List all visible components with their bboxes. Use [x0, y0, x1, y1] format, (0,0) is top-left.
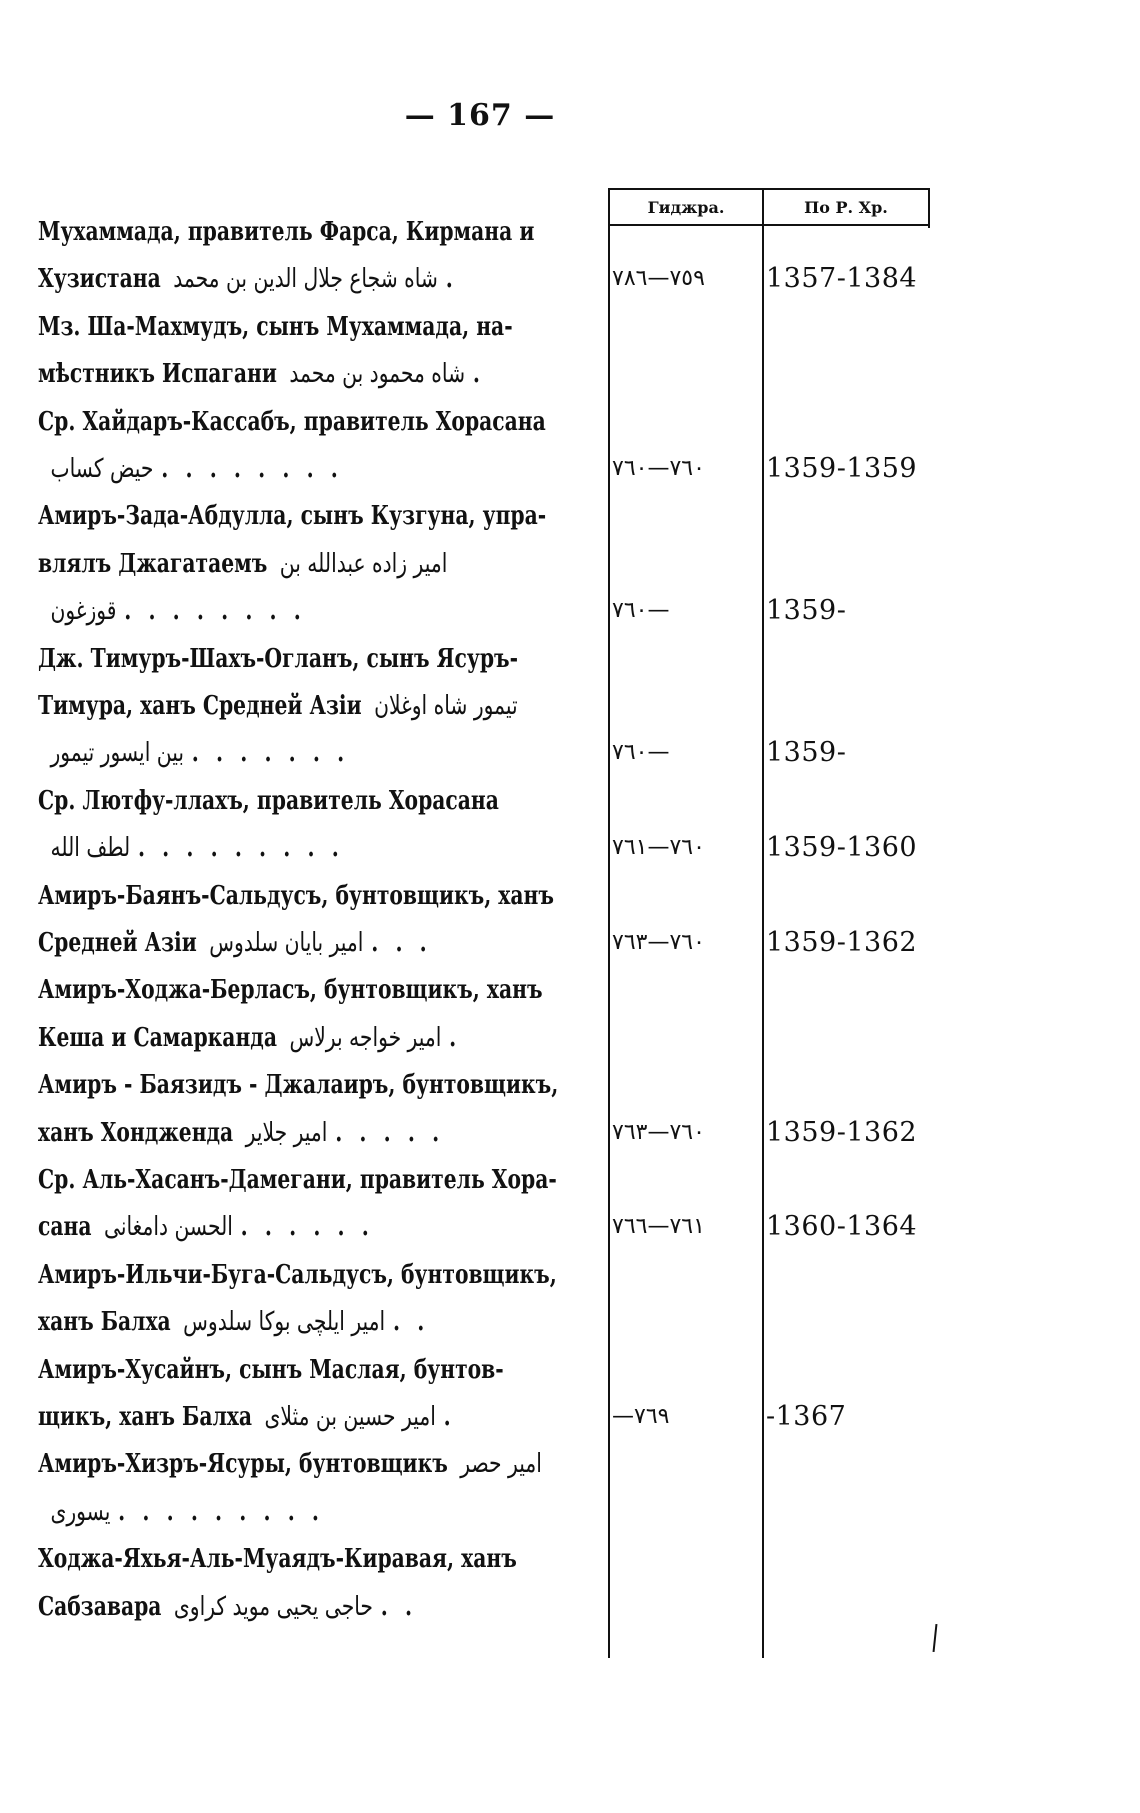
- text-line: [38, 1111, 471, 1155]
- line-text: Амиръ-Зада-Абдулла, сынъ Кузгуна, упра-: [38, 501, 547, 531]
- text-line: [38, 257, 471, 301]
- leader-dots: ..: [392, 1307, 442, 1337]
- line-text: мѣстникъ Испагани: [38, 359, 277, 389]
- text-line: [38, 494, 547, 538]
- hijra-date: ٧٦٠—: [612, 740, 670, 765]
- hijra-date: ٧٦٠—٧٦٠: [612, 456, 705, 481]
- text-line: [38, 1063, 559, 1107]
- text-line: [38, 968, 543, 1012]
- text-line: [38, 637, 519, 681]
- ad-date: 1359-1359: [766, 453, 918, 484]
- text-line: [38, 447, 471, 491]
- line-text: Амиръ-Хусайнъ, сынъ Маслая, бунтов-: [38, 1355, 504, 1385]
- line-text: Мз. Ша-Махмудъ, сынъ Мухаммада, на-: [38, 312, 513, 342]
- text-line: [38, 1490, 471, 1534]
- line-text: Ходжа-Яхья-Аль-Муаядъ-Киравая, ханъ: [38, 1544, 517, 1574]
- line-text: Амиръ - Баязидъ - Джалаиръ, бунтовщикъ,: [38, 1070, 559, 1100]
- line-text: Ср. Лютфу-ллахъ, правитель Хорасана: [38, 786, 499, 816]
- hijra-date: ٧٦٠—٧٦١: [612, 835, 705, 860]
- arabic-name: امير زاده عبدالله بن: [279, 549, 448, 579]
- text-line: [38, 921, 471, 965]
- column-divider-right-end: [933, 1624, 938, 1652]
- text-line: [38, 352, 498, 396]
- leader-dots: .........: [137, 833, 356, 863]
- text-line: [38, 542, 471, 586]
- line-text: Ср. Хайдаръ-Кассабъ, правитель Хорасана: [38, 407, 546, 437]
- ad-date: 1359-1360: [766, 832, 918, 863]
- text-line: [38, 731, 471, 775]
- line-text: Дж. Тимуръ-Шахъ-Огланъ, сынъ Ясуръ-: [38, 644, 519, 674]
- text-line: [38, 1585, 471, 1629]
- arabic-name: امير جلاير: [245, 1118, 328, 1148]
- ad-date: -1367: [766, 1401, 847, 1432]
- hijra-date: ٧٦١—٧٦٦: [612, 1214, 705, 1239]
- leader-dots: ........: [124, 596, 318, 626]
- ad-date: 1360-1364: [766, 1211, 918, 1242]
- text-line: [38, 1158, 557, 1202]
- leader-dots: .........: [118, 1497, 337, 1527]
- arabic-name: امير حسين بن مثلاى: [264, 1402, 436, 1432]
- table-header-rule: [608, 224, 930, 226]
- hijra-date: ٧٦٠—٧٦٣: [612, 1120, 705, 1145]
- column-divider-middle: [762, 188, 764, 1658]
- leader-dots: .: [449, 1023, 474, 1053]
- text-line: [38, 1348, 504, 1392]
- column-divider-right: [928, 188, 930, 228]
- arabic-name: يسورى: [50, 1497, 111, 1527]
- text-line: [38, 1537, 517, 1581]
- line-text: Хузистана: [38, 264, 161, 294]
- hijra-date: ٧٦٠—: [612, 598, 670, 623]
- column-header-hijra: Гиджра.: [647, 197, 725, 217]
- line-text: Тимура, ханъ Средней Азіи: [38, 691, 362, 721]
- line-text: ханъ Балха: [38, 1307, 171, 1337]
- column-divider-left: [608, 188, 610, 1658]
- text-line: [38, 874, 554, 918]
- arabic-name: امير ايلچى بوكا سلدوس: [183, 1307, 386, 1337]
- hijra-date: ٧٥٩—٧٨٦: [612, 266, 705, 291]
- line-text: Сабзавара: [38, 1592, 162, 1622]
- leader-dots: .....: [335, 1118, 457, 1148]
- text-line: [38, 1395, 471, 1439]
- arabic-name: حيض كساب: [50, 454, 154, 484]
- arabic-name: الحسن دامغانى: [103, 1212, 233, 1242]
- leader-dots: ...: [371, 928, 444, 958]
- line-text: Мухаммада, правитель Фарса, Кирмана и: [38, 217, 535, 247]
- text-line: [38, 1016, 474, 1060]
- column-header-ad: По Р. Хр.: [804, 197, 888, 217]
- arabic-name: قوزغون: [50, 596, 117, 626]
- ad-date: 1359-: [766, 737, 847, 768]
- text-line: [38, 210, 535, 254]
- leader-dots: .: [443, 1402, 468, 1432]
- line-text: Кеша и Самарканда: [38, 1023, 277, 1053]
- ad-date: 1359-: [766, 595, 847, 626]
- ad-date: 1357-1384: [766, 263, 918, 294]
- arabic-name: امير خواجه برلاس: [289, 1023, 442, 1053]
- leader-dots: .......: [191, 738, 362, 768]
- hijra-date: —٧٦٩: [612, 1404, 670, 1429]
- leader-dots: ..: [380, 1592, 430, 1622]
- arabic-name: امير بايان سلدوس: [209, 928, 364, 958]
- text-line: [38, 1253, 557, 1297]
- leader-dots: .: [472, 359, 498, 389]
- text-line: [38, 400, 546, 444]
- arabic-name: تيمور شاه اوغلان: [374, 691, 518, 721]
- text-line: [38, 305, 513, 349]
- arabic-name: بين ايسور تيمور: [50, 738, 184, 768]
- page-number: — 167 —: [404, 98, 556, 133]
- line-text: Амиръ-Хизръ-Ясуры, бунтовщикъ: [38, 1449, 448, 1479]
- line-text: Амиръ-Ходжа-Берласъ, бунтовщикъ, ханъ: [38, 975, 543, 1005]
- line-text: Ср. Аль-Хасанъ-Дамегани, правитель Хора-: [38, 1165, 557, 1195]
- leader-dots: .: [445, 264, 470, 294]
- leader-dots: ........: [161, 454, 356, 484]
- ad-date: 1359-1362: [766, 927, 918, 958]
- line-text: Средней Азіи: [38, 928, 197, 958]
- arabic-name: حاجى يحيى مويد كراوى: [173, 1592, 373, 1622]
- text-line: [38, 826, 471, 870]
- text-line: [38, 1300, 471, 1344]
- text-line: [38, 779, 499, 823]
- arabic-name: امير حصر: [460, 1449, 542, 1479]
- arabic-name: شاه محمود بن محمد: [289, 359, 466, 389]
- line-text: Амиръ-Ильчи-Буга-Сальдусъ, бунтовщикъ,: [38, 1260, 557, 1290]
- line-text: влялъ Джагатаемъ: [38, 549, 268, 579]
- line-text: Амиръ-Баянъ-Сальдусъ, бунтовщикъ, ханъ: [38, 881, 554, 911]
- line-text: ханъ Хондженда: [38, 1118, 234, 1148]
- arabic-name: شاه شجاع جلال الدين بن محمد: [173, 264, 438, 294]
- line-text: сана: [38, 1212, 92, 1242]
- ad-date: 1359-1362: [766, 1117, 918, 1148]
- text-line: [38, 589, 471, 633]
- hijra-date: ٧٦٠—٧٦٣: [612, 930, 705, 955]
- text-line: [38, 1442, 542, 1486]
- text-line: [38, 684, 518, 728]
- line-text: щикъ, ханъ Балха: [38, 1402, 253, 1432]
- arabic-name: لطف الله: [50, 833, 131, 863]
- text-line: [38, 1205, 471, 1249]
- leader-dots: ......: [240, 1212, 387, 1242]
